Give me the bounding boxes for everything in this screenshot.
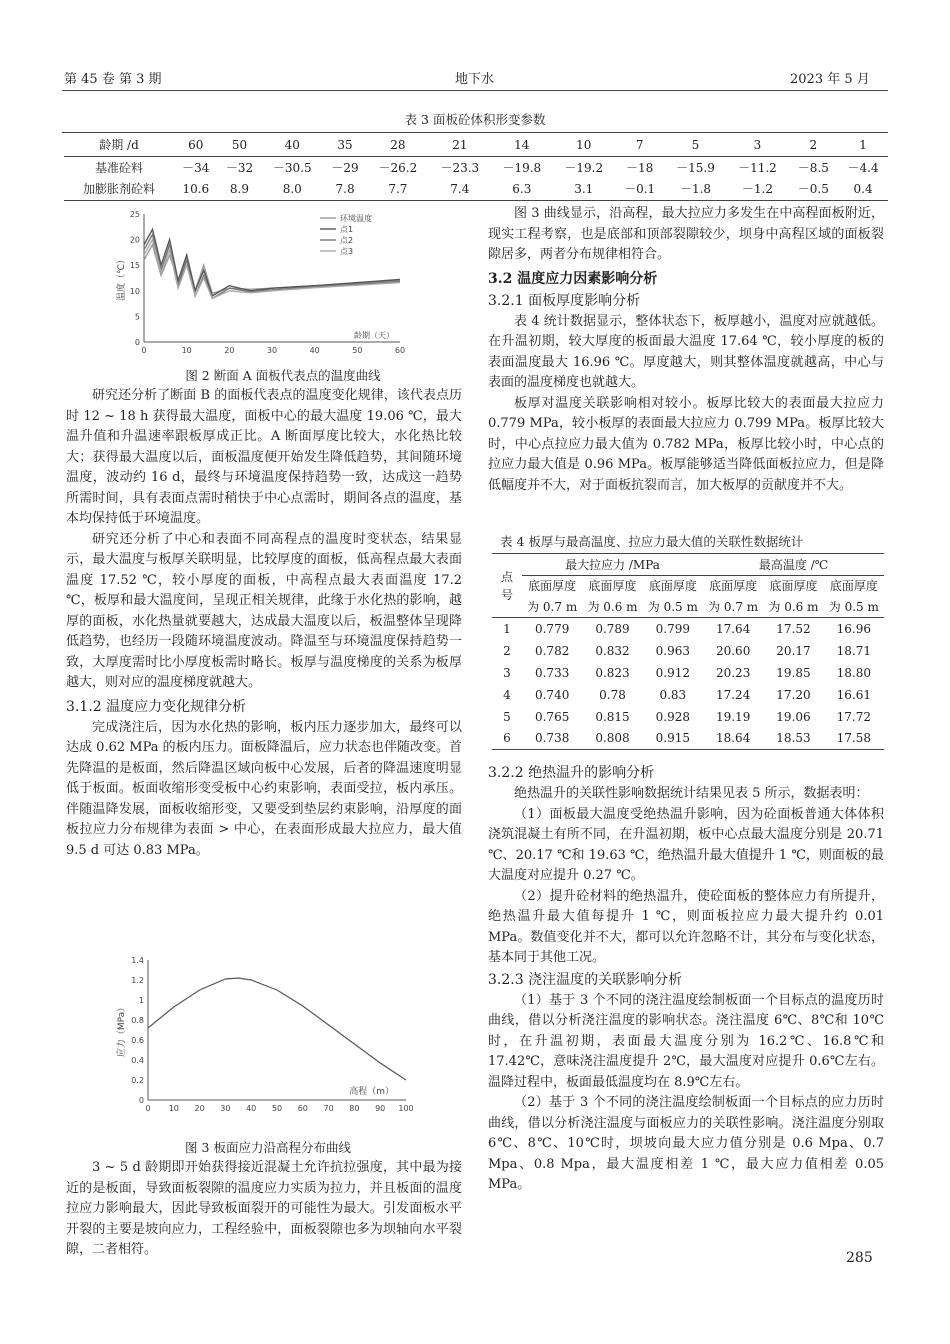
table3-cell: 7.4: [450, 181, 470, 196]
table3-cell: －23.3: [440, 160, 480, 175]
figure3-y-tick: 0: [138, 1096, 144, 1105]
table3-cell: 7.7: [388, 181, 408, 196]
figure2-y-label: 温度（℃）: [117, 254, 127, 302]
right-paragraph-7: （1）基于 3 个不同的浇注温度绘制板面一个目标点的温度历时曲线，借以分析浇注温度的影响状态。浇注温度 6℃、8℃和 10℃时，在升温初期，表面最大温度分别为 16.2℃、16.8℃和 17.42℃，意味浇注温度提升 2℃，最大温度对应提升 0.6℃左右。温降过程中，板面最低温度均在 8.9℃左右。: [488, 992, 884, 1090]
table3-row-base: [64, 156, 888, 178]
table3-age: 14: [514, 137, 530, 152]
table4-group-stress: 最大拉应力 /MPa: [522, 554, 703, 576]
table3-age: 28: [390, 137, 406, 152]
table4: [492, 553, 884, 750]
table4-cell: 17.20: [776, 687, 811, 702]
table4-sub: 底面厚度: [528, 579, 577, 594]
table4-sub: 为 0.6 m: [587, 599, 638, 614]
table4-cell: 17.64: [715, 621, 751, 636]
table4-row: [492, 662, 884, 684]
table4-cell: 18.64: [715, 731, 751, 746]
table4-cell: 0.740: [534, 687, 570, 702]
table3-cell: －1.2: [741, 182, 773, 197]
table4-row: [492, 706, 884, 728]
figure2-x-label: 龄期（天）: [354, 331, 394, 340]
table4-cell: 0.779: [534, 621, 570, 636]
table4-sub: 底面厚度: [709, 579, 758, 594]
right-paragraph-2: 表 4 统计数据显示，整体状态下，板厚越小，温度对应就越低。在升温初期，较大厚度的板面最大温度 17.64 ℃，较小厚度的板的表面温度最大 16.96 ℃。厚度越大，则其整体温度就越高，中心与表面的温度梯度也就越大。: [488, 313, 884, 390]
table4-cell: 0.799: [655, 621, 690, 636]
table4-row: [492, 618, 884, 640]
figure3-x-tick: 10: [168, 1104, 179, 1113]
figure2-series-line: [144, 229, 400, 296]
table4-cell: 18.71: [836, 643, 871, 658]
table4-cell: 0.765: [534, 709, 570, 724]
table4-sub: 为 0.6 m: [768, 599, 819, 614]
table4-cell: 0.789: [595, 621, 630, 636]
table4-cell: 16.61: [836, 687, 871, 702]
right-paragraph-1: 图 3 曲线显示，沿高程，最大拉应力多发生在中高程面板附近，现实工程考察，也是底部和顶部裂隙较少，坝身中高程区域的面板裂隙居多，两者分布规律相符合。: [488, 206, 884, 262]
figure2-legend-label: 点3: [340, 247, 354, 256]
figure2-caption: 图 2 断面 A 面板代表点的温度曲线: [185, 368, 381, 383]
figure3-y-tick: 0.8: [131, 1016, 144, 1025]
table4-cell: 17.58: [836, 731, 871, 746]
table3-cell: －15.9: [676, 160, 715, 175]
figure2-y-tick: 25: [129, 210, 140, 219]
table3-cell: －19.2: [564, 160, 604, 175]
table4-cell: 0.963: [655, 643, 690, 658]
table4-cell: 0.738: [534, 731, 570, 746]
table4-cell: 4: [503, 687, 511, 702]
table3-age: 40: [284, 137, 300, 152]
table4-cell: 20.17: [776, 643, 811, 658]
table3-cell: －8.5: [797, 160, 829, 175]
table4-cell: 0.928: [655, 709, 690, 724]
figure2-x-tick: 30: [266, 346, 278, 355]
figure3-y-label: 应力（MPa）: [117, 1002, 127, 1058]
figure2-series: [144, 229, 400, 298]
table4-cell: 0.808: [595, 731, 630, 746]
table4-cell: 0.815: [595, 709, 630, 724]
table4-cell: 17.24: [715, 687, 751, 702]
table4-cell: 0.78: [599, 687, 626, 702]
section-3-2-1-heading: 3.2.1 面板厚度影响分析: [488, 292, 641, 309]
table3-row-label: 加膨胀剂砼料: [82, 182, 155, 197]
right-paragraph-6: （2）提升砼材料的绝热温升，使砼面板的整体应力有所提升，绝热温升最大值每提升 1 ℃，则面板拉应力最大提升约 0.01 MPa。数值变化并不大，都可以允许忽略不计，其分布与变化状态，基本同于其他工况。: [488, 888, 884, 965]
figure3-x-tick: 40: [246, 1104, 257, 1113]
figure3-y-tick: 1: [138, 996, 144, 1005]
table3-cell: －1.8: [679, 182, 712, 197]
figure3-x-tick: 0: [145, 1104, 151, 1113]
table3-cell: 8.9: [229, 181, 249, 196]
figure3-x-tick: 20: [194, 1104, 205, 1113]
table4-cell: 0.915: [655, 731, 690, 746]
figure3-axes: [115, 956, 414, 1113]
section-3-2-heading: 3.2 温度应力因素影响分析: [488, 270, 658, 287]
figure2-y-tick: 15: [129, 261, 140, 271]
table4-cell: 3: [503, 665, 511, 680]
left-paragraph-2: 研究还分析了中心和表面不同高程点的温度时变状态，结果显示，最大温度与板厚关联明显，比较厚度的面板，低高程点最大表面温度 17.52 ℃，较小厚度的面板，中高程点最大表面温度 17.2 ℃，板厚和最大温度间，呈现正相关规律，此缘于水化热的影响，越厚的面板，水化热量就要越大，达成最大温度以后，板温整体呈现降低趋势，也经历一段随环境温度波动。降温至与环境温度保持趋势一致，大厚度需时比小厚度板需时略长。板厚与温度梯度的关系为板厚越大，则对应的温度梯度就越大。: [66, 531, 462, 690]
table3-top-rule: [62, 132, 888, 133]
header-date: 2023 年 5 月: [790, 72, 870, 87]
table4-sub: 为 0.7 m: [527, 599, 578, 614]
figure3-x-tick: 60: [297, 1104, 308, 1113]
figure3-y-tick: 0.4: [131, 1056, 144, 1065]
table3-cell: 10.6: [182, 181, 210, 196]
figure3-x-tick: 70: [323, 1104, 334, 1113]
figure2-y-tick: 5: [134, 312, 140, 322]
table4-cell: 2: [503, 643, 511, 658]
figure2-y-tick: 0: [134, 338, 140, 347]
table3-age: 2: [809, 137, 818, 152]
table3-age: 35: [337, 137, 353, 152]
table3-cell: －32: [225, 160, 254, 175]
right-paragraph-4: 绝热温升的关联性影响数据统计结果见表 5 所示，数据表明：: [514, 786, 869, 801]
table4-row: [492, 728, 884, 750]
table4-cell: 18.53: [776, 731, 811, 746]
figure3-y-tick: 0.2: [131, 1076, 144, 1085]
table4-point-header-line2: 号: [500, 587, 513, 602]
table3-age: 50: [231, 137, 248, 152]
figure3-x-tick: 100: [398, 1104, 414, 1113]
table4-sub: 为 0.5 m: [828, 599, 879, 614]
table4-sub: 底面厚度: [648, 579, 697, 594]
table4-sub-header-1: [492, 576, 884, 596]
figure3-series: [148, 978, 406, 1080]
table3-cell: －19.8: [502, 160, 542, 175]
table4-cell: 0.83: [659, 687, 687, 702]
figure2-x-tick: 20: [224, 346, 235, 355]
table4-cell: 6: [503, 731, 511, 746]
figure3-y-tick: 1.2: [131, 976, 144, 985]
table4-cell: 17.52: [776, 621, 811, 636]
table4-sub: 底面厚度: [829, 579, 878, 594]
right-paragraph-3: 板厚对温度关联影响相对较小。板厚比较大的表面最大拉应力 0.779 MPa，较小板厚的表面最大拉应力 0.799 MPa。板厚比较大时，中心点拉应力最大值为 0.782 MPa，板厚比较小时，中心点的拉应力最大值是 0.96 MPa。板厚能够适当降低面板拉应力，但是降低幅度并不大，对于面板抗裂而言，加大板厚的贡献度并不大。: [488, 395, 884, 493]
figure2-chart: [108, 206, 408, 356]
figure2-x-tick: 0: [141, 346, 147, 355]
table3-cell: －18: [625, 160, 654, 175]
figure2-legend-label: 点1: [340, 225, 354, 234]
figure2-x-tick: 50: [352, 346, 363, 355]
figure3-y-tick: 1.4: [131, 956, 144, 965]
figure2-y-tick: 20: [129, 235, 140, 245]
table4-sub: 为 0.5 m: [647, 599, 698, 614]
table4-cell: 0.823: [595, 665, 630, 680]
table4-cell: 0.782: [534, 643, 570, 658]
table4-cell: 20.23: [715, 665, 751, 680]
table4-point-header-line1: 点: [500, 569, 513, 584]
figure2-legend-label: 点2: [340, 236, 354, 245]
table3-age: 1: [859, 137, 867, 152]
left-paragraph-1: 研究还分析了断面 B 的面板代表点的温度变化规律，该代表点历时 12 ~ 18 h 获得最大温度，面板中心的最大温度 19.06 ℃，最大温升值和升温速率跟板厚成正比。A 断面厚度比较大，水化热比较大；获得最大温度以后，面板温度便开始发生降低趋势，其间随环境温度，波动约 16 d，最终与环境温度保持趋势一致，达成这一趋势所需时间，具有表面点需时稍快于中心点需时，期间各点的温度，基本均保持低于环境温度。: [66, 388, 462, 526]
section-3-2-2-heading: 3.2.2 绝热温升的影响分析: [488, 765, 655, 781]
figure3-y-tick: 0.6: [131, 1036, 144, 1045]
table3-cell: －29: [331, 160, 359, 175]
figure3-x-tick: 50: [271, 1104, 283, 1113]
table4-row: [492, 640, 884, 662]
header-journal-name: 地下水: [455, 72, 495, 87]
table4-cell: 19.85: [776, 665, 811, 680]
table3-age: 60: [188, 137, 204, 152]
table4-cell: 18.80: [836, 665, 871, 680]
section-3-1-2-heading: 3.1.2 温度应力变化规律分析: [66, 698, 247, 715]
table4-sub: 为 0.7 m: [708, 599, 759, 614]
table3-cell: 0.4: [853, 181, 873, 196]
table3-cell: 8.0: [282, 181, 302, 196]
figure2-y-tick: 10: [129, 286, 140, 296]
table4-cell: 5: [503, 709, 511, 724]
table4-sub: 底面厚度: [588, 579, 637, 594]
table4-group-temp: 最高温度 /℃: [703, 554, 884, 576]
table4-cell: 0.912: [655, 665, 690, 680]
table3-age: 21: [452, 137, 468, 152]
right-paragraph-8: （2）基于 3 个不同的浇注温度绘制板面一个目标点的应力历时曲线，借以分析浇注温度与面板应力的关联性影响。浇注温度分别取 6℃、8℃、10℃时，坝坡向最大应力值分别是 0.6 Mpa、0.7 Mpa、0.8 Mpa，最大温度相差 1 ℃，最大应力值相差 0.05 MPa。: [488, 1095, 884, 1192]
right-paragraph-5: （1）面板最大温度受绝热温升影响，因为砼面板普通大体体积浇筑混凝土有所不同，在升温初期，板中心点最大温度分别是 20.71 ℃、20.17 ℃和 19.63 ℃，绝热温升最大值提升 1 ℃，则面板的最大温度对应提升 0.27 ℃。: [488, 806, 884, 883]
figure3-series-line: [148, 978, 406, 1080]
table3: [64, 134, 888, 201]
table4-cell: 20.60: [715, 643, 751, 658]
table3-cell: 3.1: [574, 181, 594, 196]
figure3-x-tick: 80: [349, 1104, 360, 1113]
table3-cell: 7.8: [335, 181, 355, 196]
header-journal-issue: 第 45 卷 第 3 期: [64, 72, 162, 87]
table3-header-row: [64, 134, 888, 156]
left-paragraph-3: 完成浇注后，因为水化热的影响，板内压力逐步加大，最终可以达成 0.62 MPa 的板内压力。面板降温后，应力状态也伴随改变。首先降温的是板面，然后降温区域向板中心发展，后者的降温速度明显低于板面。板面收缩形变受板中心约束影响，表面受拉，板内承压。伴随温降发展，面板收缩形变，又要受到垫层约束影响，沿厚度的面板拉应力分布规律为表面 > 中心，在表面形成最大拉应力，最大值 9.5 d 可达 0.83 MPa。: [66, 719, 462, 858]
table4-cell: 0.733: [534, 665, 570, 680]
table4-group-header: [492, 554, 884, 576]
table4-title: 表 4 板厚与最高温度、拉应力最大值的关联性数据统计: [500, 534, 804, 549]
table4-sub: 底面厚度: [769, 579, 818, 594]
table3-header-label: 龄期 /d: [99, 138, 139, 153]
section-3-2-3-heading: 3.2.3 浇注温度的关联影响分析: [488, 971, 683, 988]
table4-point-header: [492, 554, 522, 618]
table4-cell: 19.19: [715, 709, 751, 724]
table3-cell: －0.1: [624, 182, 656, 197]
table4-sub-header-2: [492, 596, 884, 618]
table4-cell: 16.96: [836, 621, 871, 636]
table3-title: 表 3 面板砼体积形变参数: [404, 112, 546, 127]
table3-age: 3: [753, 137, 762, 152]
table3-cell: 6.3: [512, 181, 532, 196]
table3-cell: －0.5: [797, 182, 829, 197]
figure2-legend-label: 环境温度: [340, 214, 372, 223]
table4-cell: 19.06: [776, 709, 811, 724]
figure2-x-tick: 60: [394, 346, 406, 355]
table3-cell: －4.4: [847, 160, 879, 175]
table3-row-label: 基准砼料: [94, 160, 143, 175]
table4-cell: 1: [503, 621, 511, 636]
table3-cell: －26.2: [378, 160, 418, 175]
table4-cell: 0.832: [595, 643, 630, 658]
left-paragraph-4: 3 ~ 5 d 龄期即开始获得接近混凝土允许抗拉强度，其中最为接近的是板面，导致面板裂隙的温度应力实质为拉力，并且板面的温度拉应力影响最大，因此导致板面裂开的可能性为最大。引发面板水平开裂的主要是坡向应力，工程经验中，面板裂隙也多为坝轴向水平裂隙，二者相符。: [66, 1160, 462, 1257]
page-number: 285: [846, 1250, 873, 1266]
figure2-x-tick: 10: [181, 346, 192, 355]
table3-age: 5: [691, 137, 700, 152]
table3-row-expansive: [64, 178, 888, 200]
table4-row: [492, 684, 884, 706]
table3-cell: －34: [182, 160, 210, 175]
table4-cell: 17.72: [836, 709, 871, 724]
table3-age: 10: [576, 137, 592, 152]
table3-cell: －11.2: [738, 160, 777, 175]
figure3-chart: [108, 950, 418, 1120]
figure3-x-label: 高程（m）: [349, 1087, 394, 1097]
figure3-x-tick: 90: [375, 1104, 386, 1113]
figure2-legend: [320, 213, 372, 256]
header-rule: [62, 90, 888, 91]
figure3-caption: 图 3 板面应力沿高程分布曲线: [185, 1140, 351, 1155]
table3-age: 7: [635, 137, 644, 152]
figure3-x-tick: 30: [220, 1104, 231, 1113]
figure2-x-tick: 40: [309, 346, 320, 355]
table3-cell: －30.5: [272, 160, 312, 175]
